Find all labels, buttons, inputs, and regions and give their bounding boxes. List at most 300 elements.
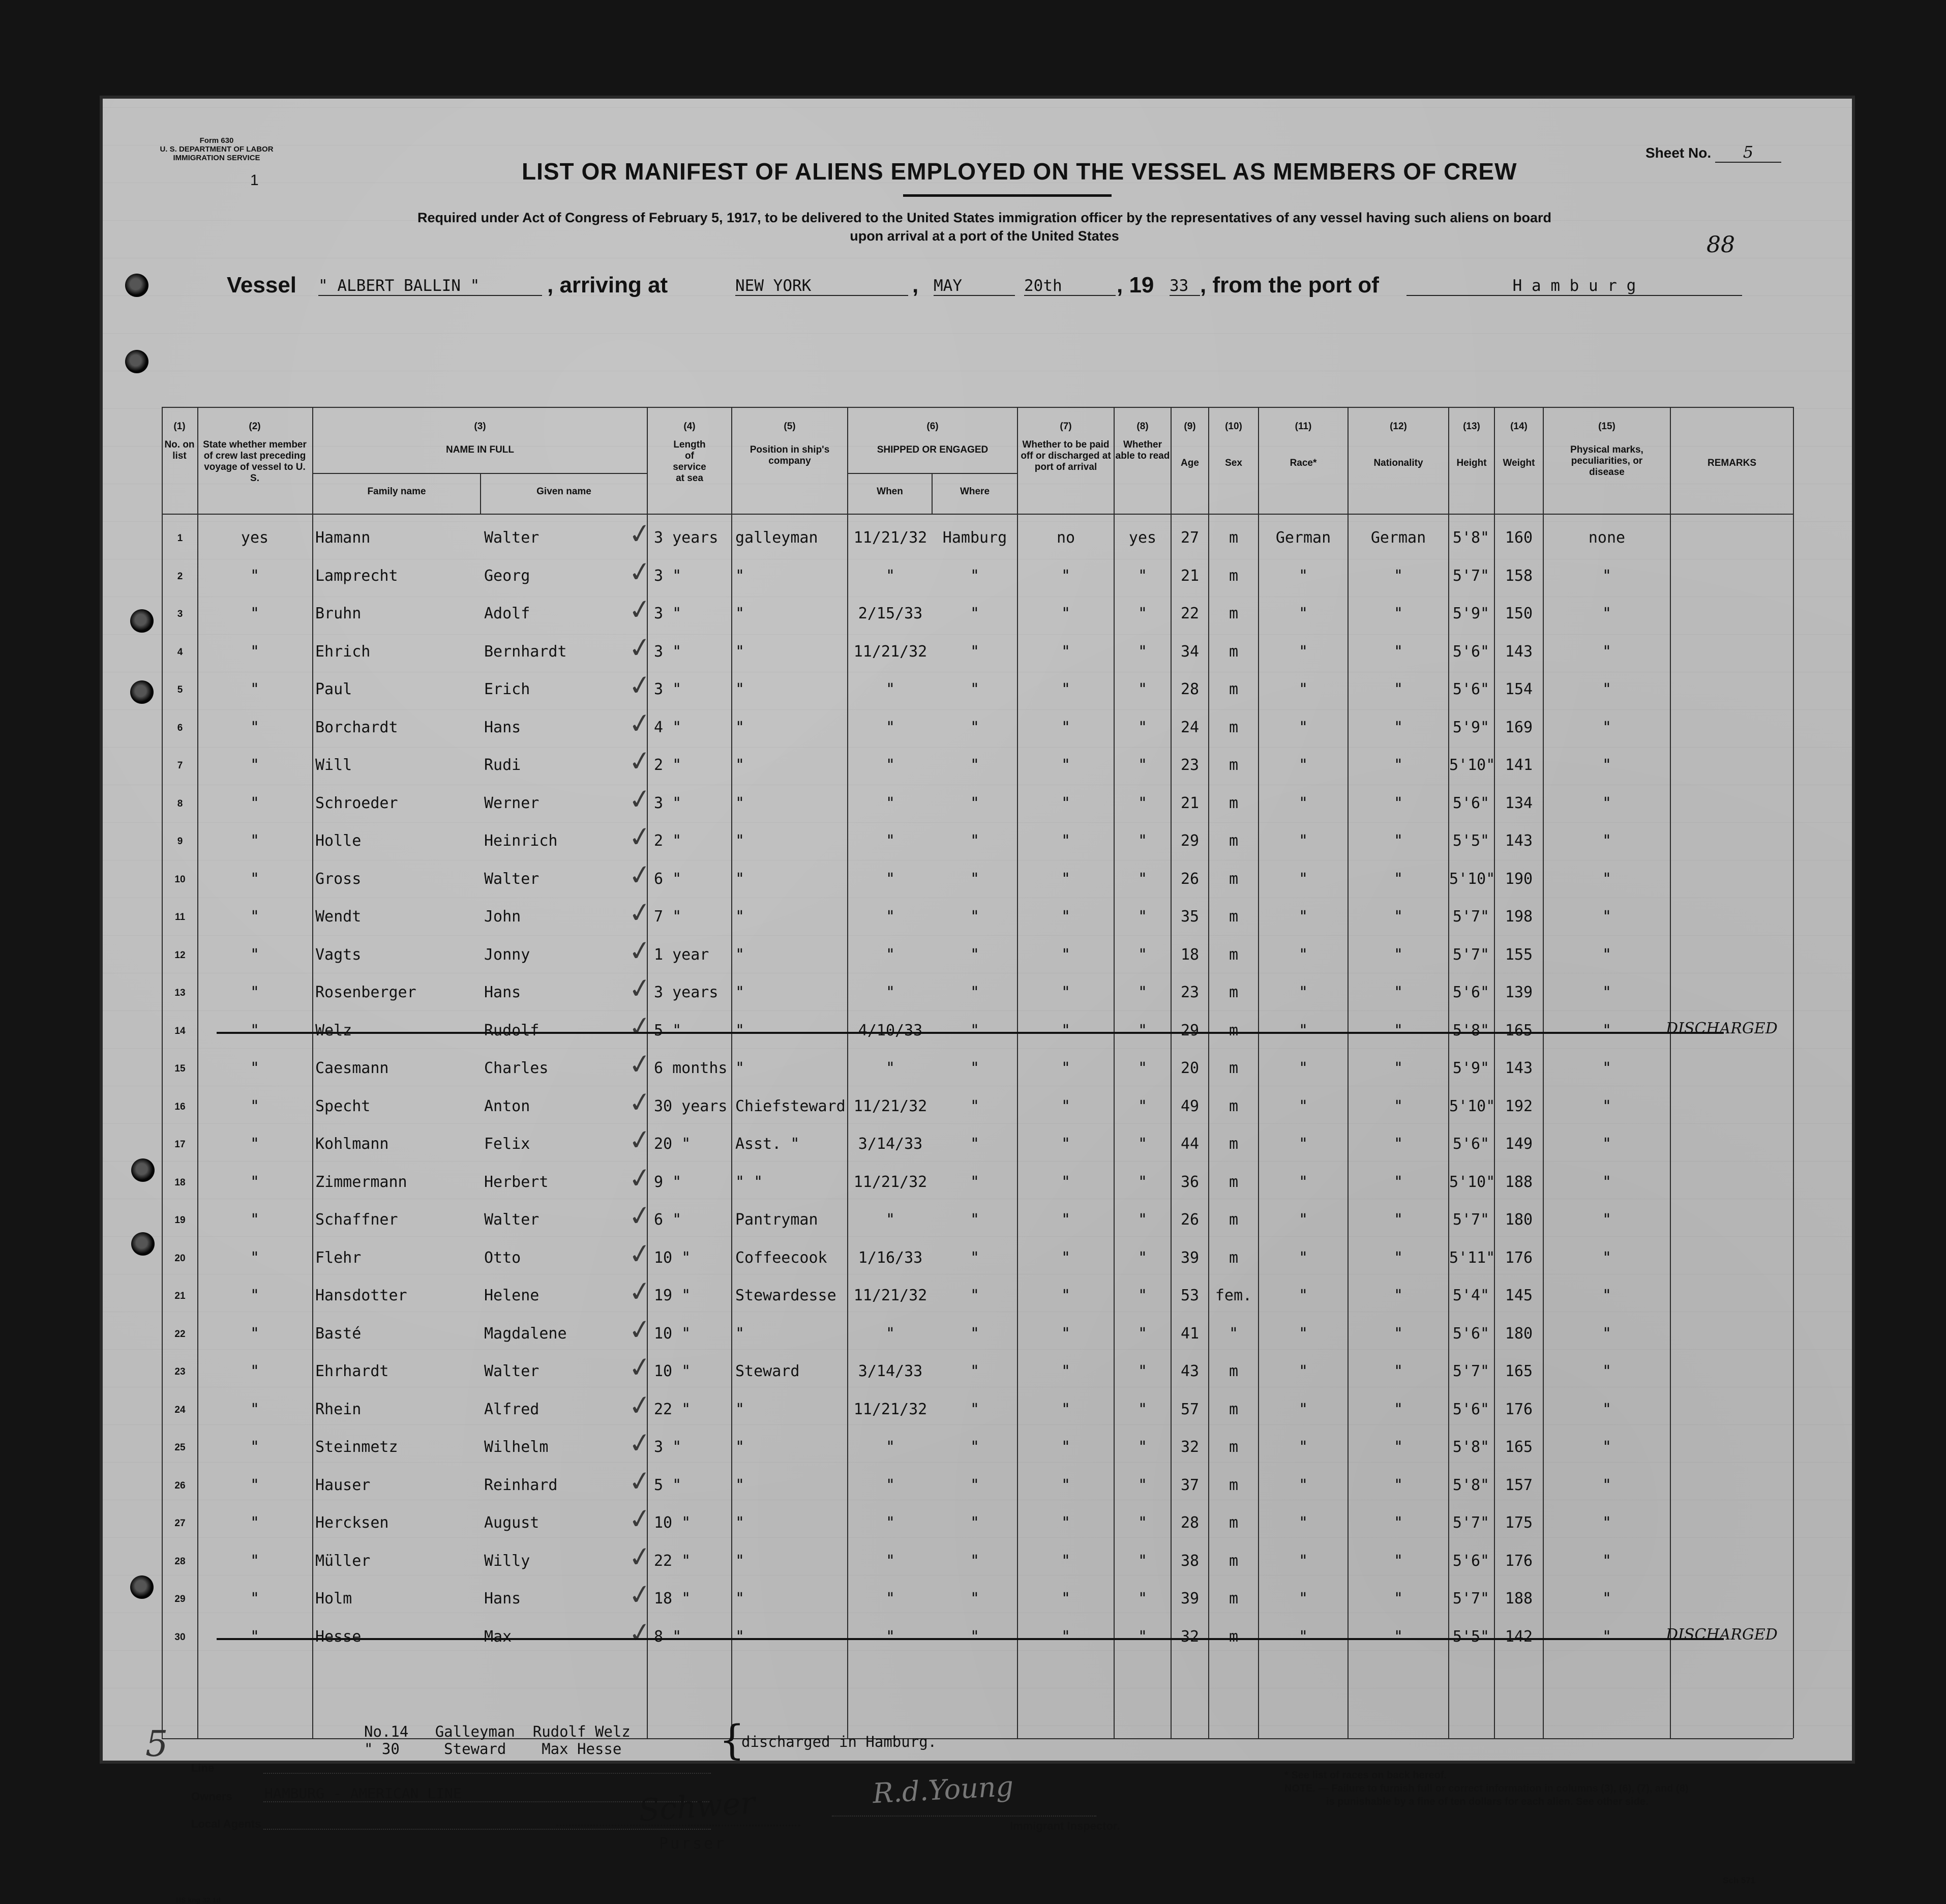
tick-mark: ✓ [626,857,654,892]
table-row [100,1463,1855,1507]
cell-when: " [885,908,895,926]
origin-port: H a m b u r g [1406,277,1742,296]
cell-family: Welz [315,1021,352,1039]
cell-prev: " [250,605,260,622]
cell-nat: " [1393,1248,1403,1267]
cell-no: 4 [177,646,183,658]
cell-read: " [1137,1135,1148,1153]
cell-read: " [1137,870,1148,888]
cell-no: 6 [177,722,183,733]
cell-height: 5'6" [1452,1135,1490,1153]
cell-height: 5'8" [1452,1021,1490,1039]
cell-where: " [970,1362,980,1380]
cell-when: 3/14/33 [858,1135,923,1153]
tick-mark: ✓ [626,1425,654,1461]
tick-mark: ✓ [626,1463,654,1499]
cell-height: 5'5" [1452,832,1490,850]
cell-height: 5'7" [1452,1211,1490,1229]
cell-race: " [1298,1552,1308,1570]
cell-where: " [970,832,980,850]
cell-sex: m [1229,567,1239,585]
cell-when: " [885,1552,895,1570]
cell-race: " [1298,1476,1308,1494]
cell-height: 5'7" [1452,908,1490,926]
cell-family: Hansdotter [315,1287,407,1304]
cell-read: " [1137,1438,1148,1456]
table-row [100,1236,1855,1280]
cell-height: 5'7" [1452,1590,1490,1608]
cell-sex: m [1229,908,1239,926]
cell-service: 9 " [654,1173,682,1191]
cell-marks: " [1602,567,1612,585]
cell-race: " [1298,605,1308,622]
cell-prev: " [250,1324,260,1343]
cell-remark: DISCHARGED [1666,1625,1778,1644]
cell-service: 10 " [654,1514,691,1532]
cell-given: Walter [484,1211,540,1229]
cell-sex: m [1229,1362,1239,1380]
cell-where: " [970,1211,980,1229]
cell-paid: " [1061,605,1071,622]
cell-given: Felix [484,1135,530,1153]
cell-weight: 176 [1505,1400,1533,1418]
cell-race: " [1298,1514,1308,1532]
cell-where: " [970,1590,980,1608]
cell-paid: " [1061,718,1071,736]
cell-when: 1/16/33 [858,1248,923,1267]
cell-sex: m [1229,718,1239,736]
cell-race: " [1298,794,1308,812]
tick-mark: ✓ [626,630,654,665]
cell-height: 5'10" [1449,1173,1495,1191]
cell-service: 22 " [654,1400,691,1418]
cell-age: 39 [1180,1248,1200,1267]
cell-position: Chiefsteward [735,1097,846,1115]
cell-race: " [1298,984,1308,1001]
cell-family: Flehr [315,1248,362,1267]
cell-where: " [970,718,980,736]
cell-given: Alfred [484,1400,540,1418]
cell-prev: " [250,870,260,888]
cell-marks: " [1602,1173,1612,1191]
discharged-in-hamburg: discharged in Hamburg. [741,1733,937,1750]
table-row [100,857,1855,901]
cell-service: 6 " [654,1211,682,1229]
cell-no: 9 [177,836,183,847]
cell-service: 30 years [654,1097,728,1115]
cell-read: " [1137,1476,1148,1494]
cell-no: 27 [174,1518,186,1529]
cell-prev: " [250,794,260,812]
cell-position: " [735,1400,745,1418]
cell-paid: " [1061,945,1071,964]
cell-age: 39 [1180,1590,1200,1608]
cell-sex: m [1229,680,1239,698]
cell-age: 28 [1180,680,1200,698]
cell-prev: " [250,718,260,736]
cell-position: " [735,680,745,698]
cell-service: 3 years [654,529,718,547]
cell-service: 10 " [654,1324,691,1343]
cell-prev: " [250,1173,260,1191]
cell-given: Hans [484,718,521,736]
cell-weight: 134 [1505,794,1533,812]
cell-prev: yes [241,529,269,547]
cell-family: Hauser [315,1476,371,1494]
cell-when: 11/21/32 [853,642,927,661]
cell-read: yes [1128,529,1157,547]
cell-race: " [1298,1362,1308,1380]
cell-height: 5'6" [1452,1400,1490,1418]
cell-nat: " [1393,1021,1403,1039]
cell-service: 10 " [654,1248,691,1267]
table-row [100,1198,1855,1241]
cell-read: " [1137,1362,1148,1380]
cell-family: Schaffner [315,1211,398,1229]
cell-no: 15 [174,1063,186,1074]
cell-given: Willy [484,1552,530,1570]
cell-when: 11/21/32 [853,1287,927,1304]
tick-mark: ✓ [626,1008,654,1044]
cell-prev: " [250,908,260,926]
cell-age: 43 [1180,1362,1200,1380]
cell-age: 24 [1180,718,1200,736]
cell-prev: " [250,945,260,964]
col-when-header: When [877,486,903,497]
cell-read: " [1137,756,1148,774]
table-row [100,554,1855,598]
cell-age: 37 [1180,1476,1200,1494]
col-remarks-header: REMARKS [1707,458,1757,468]
cell-race: " [1298,1211,1308,1229]
cell-position: " [735,567,745,585]
cell-height: 5'9" [1452,1059,1490,1077]
cell-height: 5'7" [1452,945,1490,964]
cell-race: " [1298,1400,1308,1418]
cell-position: " [735,794,745,812]
strike-through-line [217,1032,1724,1034]
cell-paid: " [1061,1514,1071,1532]
cell-weight: 165 [1505,1362,1533,1380]
tick-mark: ✓ [626,705,654,741]
cell-marks: " [1602,1248,1612,1267]
cell-given: Wilhelm [484,1438,549,1456]
cell-age: 34 [1180,642,1200,661]
cell-when: " [885,1059,895,1077]
cell-when: " [885,832,895,850]
cell-read: " [1137,718,1148,736]
cell-sex: m [1229,794,1239,812]
cell-nat: " [1393,756,1403,774]
cell-marks: " [1602,945,1612,964]
cell-read: " [1137,605,1148,622]
cell-sex: m [1229,1400,1239,1418]
cell-height: 5'10" [1449,870,1495,888]
cell-given: John [484,908,521,926]
table-row [100,743,1855,787]
cell-sex: m [1229,945,1239,964]
cell-where: " [970,908,980,926]
cell-nat: " [1393,1097,1403,1115]
cell-nat: " [1393,832,1403,850]
cell-where: " [970,1021,980,1039]
cell-position: Asst. " [735,1135,800,1153]
cell-prev: " [250,832,260,850]
cell-paid: " [1061,1324,1071,1343]
cell-race: " [1298,1021,1308,1039]
cell-no: 13 [174,988,186,998]
vessel-line: Vessel " ALBERT BALLIN " , arriving at NEW YORK , MAY 20th , 19 33 , from the port of H a m b u r g [227,273,1752,303]
cell-paid: " [1061,794,1071,812]
cell-no: 11 [174,912,186,923]
cell-given: Herbert [484,1173,549,1191]
cell-height: 5'4" [1452,1287,1490,1304]
cell-sex: m [1229,1097,1239,1115]
col-nationality-header: Nationality [1373,458,1423,468]
cell-read: " [1137,1590,1148,1608]
cell-sex: m [1229,1627,1239,1646]
cell-marks: " [1602,642,1612,661]
cell-read: " [1137,1173,1148,1191]
cell-marks: " [1602,1362,1612,1380]
cell-when: 11/21/32 [853,529,927,547]
cell-sex: m [1229,605,1239,622]
cell-nat: " [1393,1059,1403,1077]
cell-age: 21 [1180,567,1200,585]
cell-nat: " [1393,642,1403,661]
cell-race: " [1298,908,1308,926]
cell-no: 17 [174,1139,186,1150]
tick-mark: ✓ [626,1615,654,1650]
cell-where: " [970,1097,980,1115]
subtitle-2: upon arrival at a port of the United States [850,228,1119,244]
cell-nat: " [1393,605,1403,622]
col-family-name-header: Family name [367,486,426,497]
cell-weight: 188 [1505,1590,1533,1608]
cell-marks: " [1602,1097,1612,1115]
cell-where: " [970,1173,980,1191]
cell-given: Walter [484,870,540,888]
cell-family: Bruhn [315,605,362,622]
cell-read: " [1137,1059,1148,1077]
cell-no: 28 [174,1556,186,1567]
cell-family: Gross [315,870,362,888]
cell-read: " [1137,1248,1148,1267]
cell-no: 14 [174,1025,186,1036]
cell-age: 26 [1180,1211,1200,1229]
cell-read: " [1137,1287,1148,1304]
cell-service: 1 year [654,945,709,964]
cell-nat: " [1393,1590,1403,1608]
cell-paid: " [1061,1059,1071,1077]
cell-marks: " [1602,1552,1612,1570]
cell-no: 21 [174,1291,186,1301]
stamp-number: 88 [1707,232,1735,258]
form-number: Form 630 [199,136,234,145]
mark-1: 1 [250,172,259,189]
cell-prev: " [250,1021,260,1039]
cell-position: " [735,984,745,1001]
cell-where: " [970,1627,980,1646]
cell-prev: " [250,1552,260,1570]
cell-height: 5'6" [1452,1552,1490,1570]
cell-read: " [1137,642,1148,661]
subtitle-1: Required under Act of Congress of February 5, 1917, to be delivered to the United States immigration officer by the representatives of any vessel having such aliens on board [417,210,1552,225]
col-given-name-header: Given name [536,486,591,497]
cell-sex: m [1229,529,1239,547]
cell-marks: " [1602,794,1612,812]
schedule-code: Sch 571 [1723,1876,1756,1885]
race-footnote: * See list of races on back hereof. [1284,1770,1447,1781]
cell-position: " [735,756,745,774]
cell-weight: 145 [1505,1287,1533,1304]
cell-given: Walter [484,529,540,547]
cell-family: Vagts [315,945,362,964]
cell-marks: " [1602,1135,1612,1153]
cell-age: 41 [1180,1324,1200,1343]
cell-weight: 176 [1505,1248,1533,1267]
tick-mark: ✓ [626,1160,654,1196]
cell-family: Borchardt [315,718,398,736]
col-position-header: Position in ship's company [750,444,830,466]
page-title: LIST OR MANIFEST OF ALIENS EMPLOYED ON THE VESSEL AS MEMBERS OF CREW [522,158,1517,185]
cell-family: Hercksen [315,1514,389,1532]
cell-paid: " [1061,1627,1071,1646]
tick-mark: ✓ [626,1274,654,1309]
cell-prev: " [250,1248,260,1267]
col-service-header: Length of service at sea [673,439,706,484]
cell-sex: m [1229,1590,1239,1608]
cell-nat: German [1370,529,1426,547]
cell-marks: " [1602,1590,1612,1608]
punch-hole [125,350,148,373]
cell-sex: fem. [1215,1287,1252,1304]
tick-mark: ✓ [626,1387,654,1423]
cell-read: " [1137,1552,1148,1570]
cell-prev: " [250,1287,260,1304]
cell-race: " [1298,680,1308,698]
tick-mark: ✓ [626,1198,654,1233]
inspector-label: Immigrant Inspector. [1010,1820,1120,1832]
table-row [100,819,1855,862]
cell-given: Hans [484,1590,521,1608]
cell-where: " [970,1476,980,1494]
cell-age: 38 [1180,1552,1200,1570]
cell-read: " [1137,1097,1148,1115]
cell-marks: " [1602,984,1612,1001]
arrival-day: 20th [1024,277,1116,296]
tick-mark: ✓ [626,1350,654,1385]
cell-nat: " [1393,1362,1403,1380]
year-suffix: 33 [1170,277,1200,296]
tick-mark: ✓ [626,1047,654,1082]
cell-nat: " [1393,870,1403,888]
table-row [100,1425,1855,1469]
cell-service: 7 " [654,908,682,926]
cell-prev: " [250,1059,260,1077]
cell-position: " [735,1476,745,1494]
cell-where: " [970,1059,980,1077]
tick-mark: ✓ [626,819,654,854]
cell-race: " [1298,567,1308,585]
cell-read: " [1137,984,1148,1001]
cell-service: 5 " [654,1021,682,1039]
cell-sex: m [1229,1514,1239,1532]
tick-mark: ✓ [626,933,654,968]
cell-when: " [885,680,895,698]
cell-given: Rudolf [484,1021,540,1039]
cell-position: " [735,870,745,888]
cell-paid: " [1061,680,1071,698]
cell-nat: " [1393,1324,1403,1343]
cell-read: " [1137,1627,1148,1646]
cell-marks: " [1602,1476,1612,1494]
cell-age: 32 [1180,1627,1200,1646]
service: IMMIGRATION SERVICE [173,154,260,162]
cell-race: " [1298,945,1308,964]
cell-age: 53 [1180,1287,1200,1304]
cell-where: " [970,756,980,774]
table-row [100,705,1855,749]
cell-height: 5'8" [1452,1476,1490,1494]
cell-given: August [484,1514,540,1532]
cell-age: 29 [1180,832,1200,850]
cell-position: " " [735,1173,763,1191]
cell-weight: 176 [1505,1552,1533,1570]
cell-family: Steinmetz [315,1438,398,1456]
table-row [100,1387,1855,1431]
col-no-header: No. on list [164,439,195,461]
cell-prev: " [250,984,260,1001]
cell-race: " [1298,1438,1308,1456]
table-row [100,1160,1855,1204]
cell-paid: " [1061,1248,1071,1267]
arriving-label: , arriving at [547,273,668,298]
cell-height: 5'8" [1452,529,1490,547]
cell-family: Wendt [315,908,362,926]
cell-race: " [1298,1324,1308,1343]
cell-service: 18 " [654,1590,691,1608]
cell-weight: 180 [1505,1211,1533,1229]
cell-weight: 139 [1505,984,1533,1001]
cell-read: " [1137,908,1148,926]
cell-given: Walter [484,1362,540,1380]
cell-service: 8 " [654,1627,682,1646]
cell-nat: " [1393,1135,1403,1153]
cell-height: 5'7" [1452,1362,1490,1380]
cell-when: 11/21/32 [853,1400,927,1418]
owners-label: Owners [191,1790,232,1803]
cell-prev: " [250,1438,260,1456]
vessel-name: " ALBERT BALLIN " [318,277,542,296]
cell-position: " [735,908,745,926]
cell-service: 3 " [654,794,682,812]
table-row [100,1615,1855,1658]
cell-height: 5'9" [1452,605,1490,622]
sheet-number-field [1645,142,1781,163]
owners-value: HAMBURG - AMERICAN LINE [264,1785,462,1802]
cell-marks: " [1602,1627,1612,1646]
tick-mark: ✓ [626,895,654,930]
cell-paid: " [1061,1287,1071,1304]
cell-race: " [1298,642,1308,661]
cell-position: " [735,832,745,850]
cell-sex: m [1229,870,1239,888]
cell-given: Rudi [484,756,521,774]
cell-where: " [970,642,980,661]
cell-race: " [1298,1059,1308,1077]
department: U. S. DEPARTMENT OF LABOR [160,145,274,154]
